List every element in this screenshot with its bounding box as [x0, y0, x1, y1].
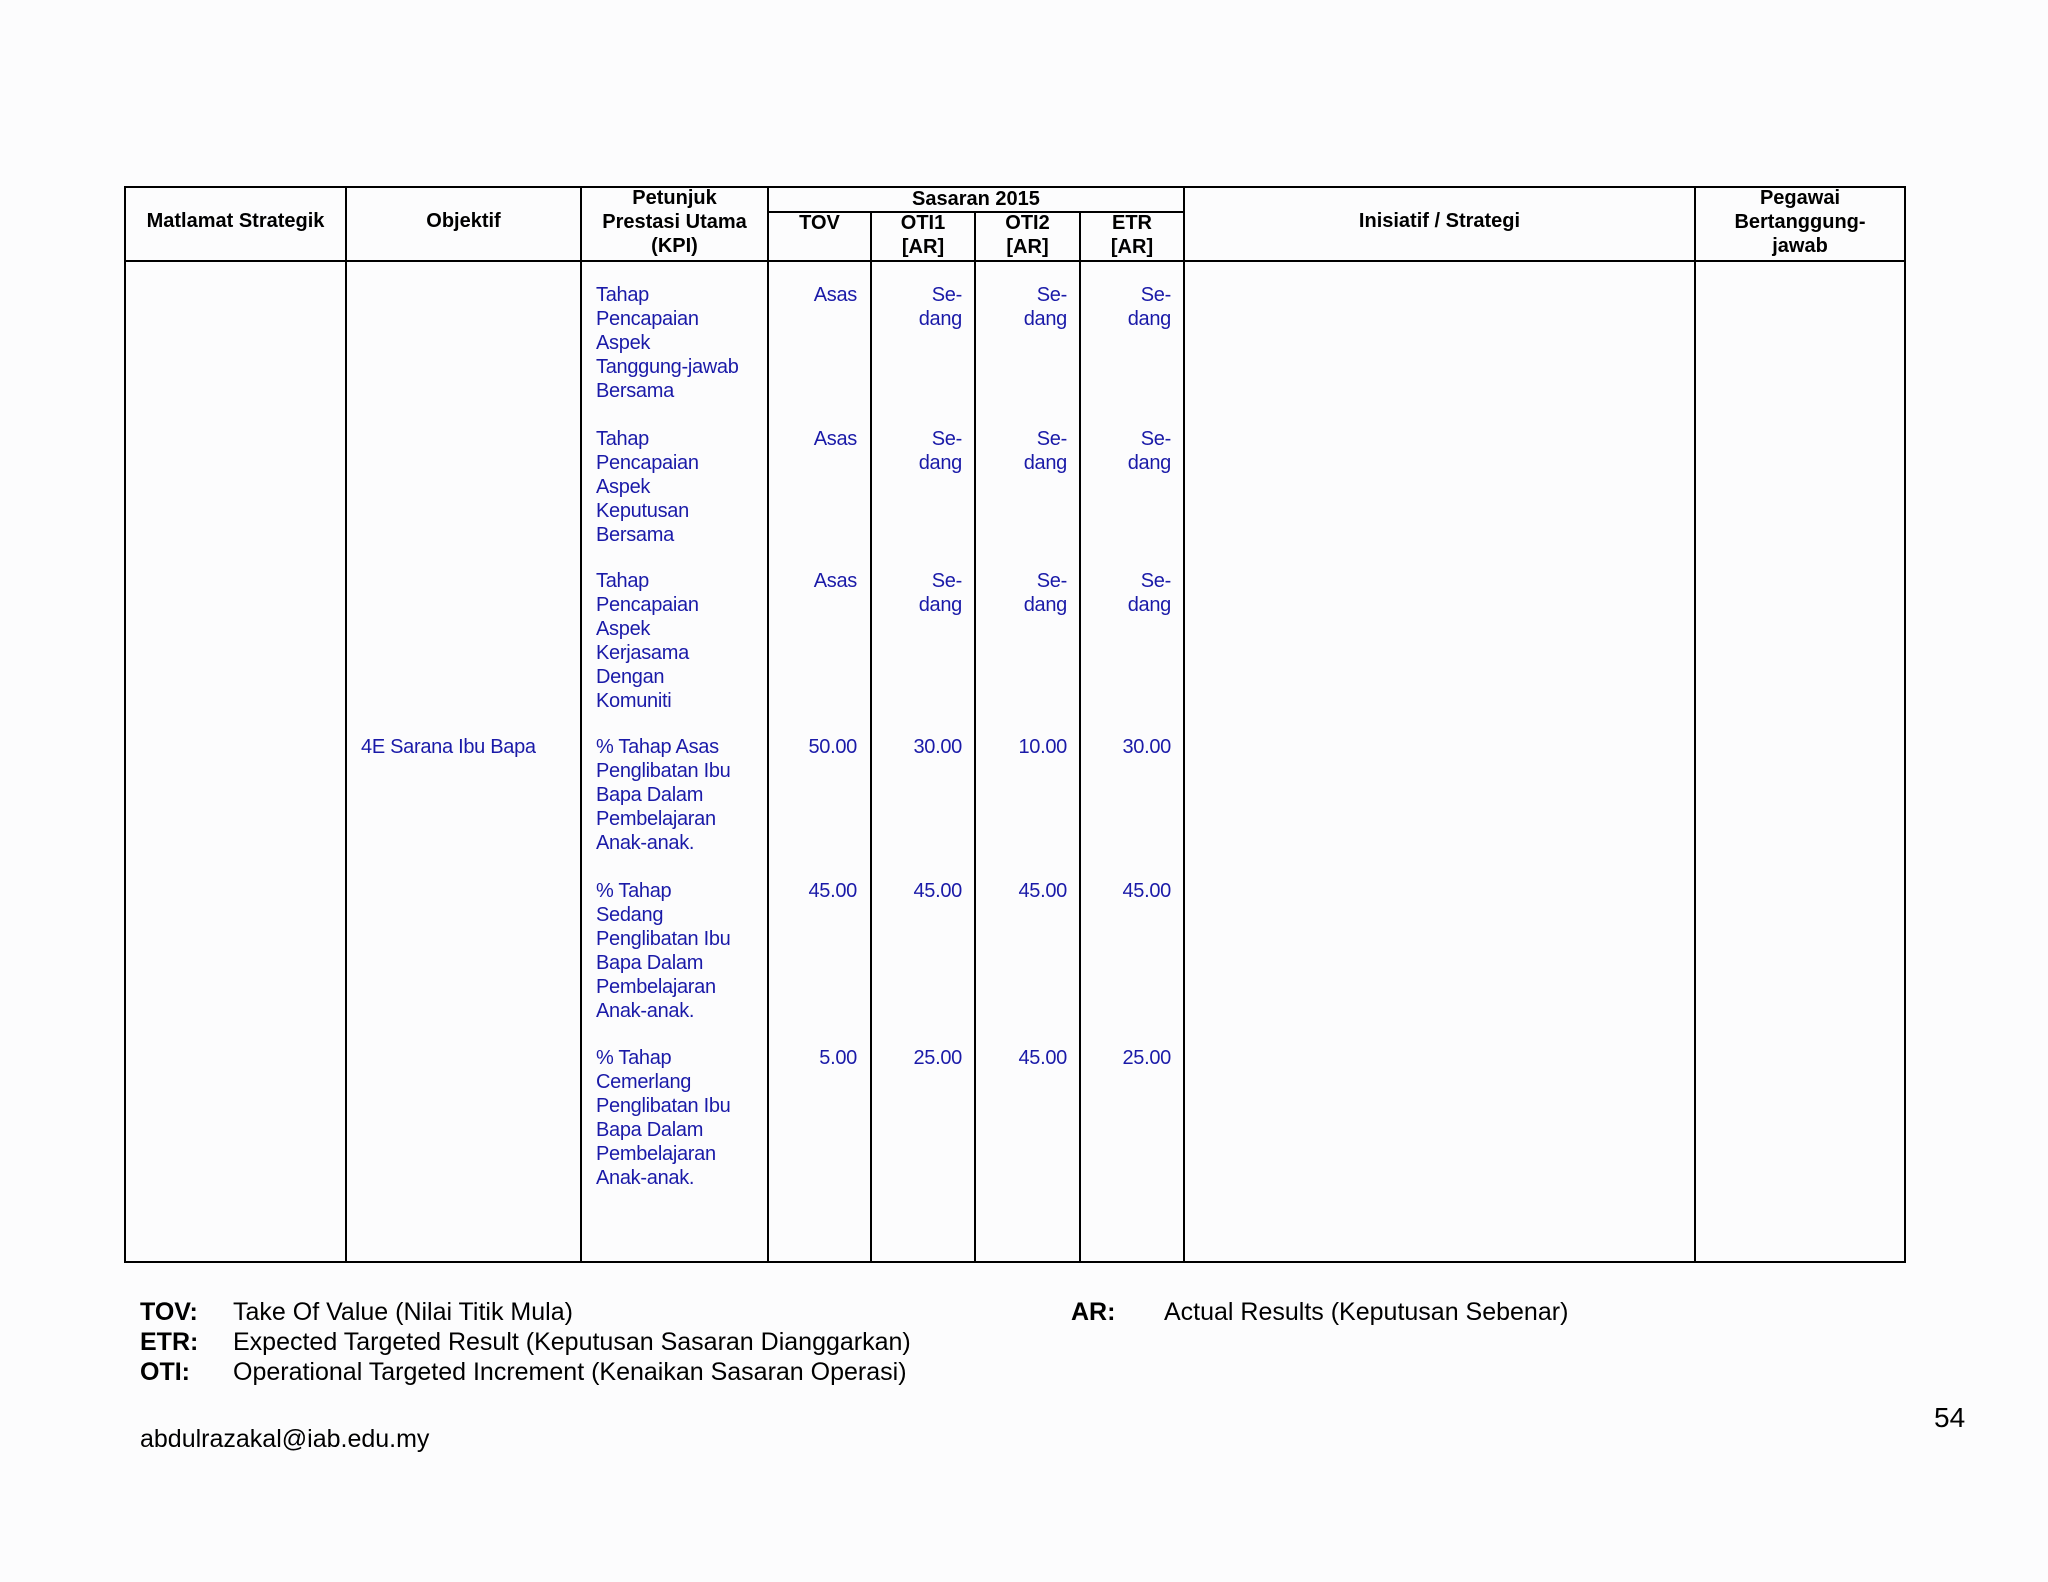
- tov-cell: 5.00: [819, 1047, 857, 1069]
- header-etr: ETR [AR]: [1110, 212, 1154, 258]
- kpi-cell: Tahap Pencapaian Aspek Keputusan Bersama: [596, 428, 699, 546]
- kpi-cell: % Tahap Cemerlang Penglibatan Ibu Bapa Dalam Pembelajaran Anak-anak.: [596, 1047, 731, 1189]
- etr-cell: 30.00: [1122, 736, 1171, 758]
- oti1-cell: 25.00: [913, 1047, 962, 1069]
- header-oti1: OTI1 [AR]: [900, 212, 946, 258]
- oti1-cell: Se- dang: [918, 284, 962, 330]
- etr-cell: Se- dang: [1127, 570, 1171, 616]
- oti2-cell: Se- dang: [1023, 570, 1067, 616]
- kpi-cell: Tahap Pencapaian Aspek Kerjasama Dengan Komuniti: [596, 570, 699, 712]
- etr-cell: Se- dang: [1127, 284, 1171, 330]
- header-inisiatif-strategi: Inisiatif / Strategi: [1358, 210, 1521, 232]
- oti2-cell: 45.00: [1018, 1047, 1067, 1069]
- oti2-cell: 45.00: [1018, 880, 1067, 902]
- kpi-cell: % Tahap Sedang Penglibatan Ibu Bapa Dalam Pembelajaran Anak-anak.: [596, 880, 731, 1022]
- header-tov: TOV: [799, 212, 840, 234]
- tov-cell: Asas: [813, 570, 857, 592]
- oti2-cell: 10.00: [1018, 736, 1067, 758]
- header-kpi: Petunjuk Prestasi Utama (KPI): [602, 187, 747, 257]
- tov-cell: Asas: [813, 428, 857, 450]
- oti1-cell: Se- dang: [918, 570, 962, 616]
- oti1-cell: Se- dang: [918, 428, 962, 474]
- header-oti2: OTI2 [AR]: [1005, 212, 1050, 258]
- oti2-cell: Se- dang: [1023, 284, 1067, 330]
- footer-email: abdulrazakal@iab.edu.my: [140, 1425, 430, 1453]
- tov-cell: 50.00: [808, 736, 857, 758]
- objektif-cell: 4E Sarana Ibu Bapa: [361, 736, 536, 758]
- legend-etr-value: Expected Targeted Result (Keputusan Sasaran Dianggarkan): [233, 1328, 911, 1356]
- legend-tov-key: TOV:: [140, 1298, 198, 1326]
- etr-cell: 45.00: [1122, 880, 1171, 902]
- kpi-cell: % Tahap Asas Penglibatan Ibu Bapa Dalam Pembelajaran Anak-anak.: [596, 736, 731, 854]
- etr-cell: 25.00: [1122, 1047, 1171, 1069]
- tov-cell: Asas: [813, 284, 857, 306]
- header-objektif: Objektif: [426, 210, 501, 232]
- header-pegawai: Pegawai Bertanggung- jawab: [1734, 187, 1866, 257]
- legend-etr-key: ETR:: [140, 1328, 199, 1356]
- tov-cell: 45.00: [808, 880, 857, 902]
- oti2-cell: Se- dang: [1023, 428, 1067, 474]
- oti1-cell: 45.00: [913, 880, 962, 902]
- header-matlamat-strategik: Matlamat Strategik: [146, 210, 325, 232]
- legend-ar-key: AR:: [1071, 1298, 1116, 1326]
- legend-oti-value: Operational Targeted Increment (Kenaikan Sasaran Operasi): [233, 1358, 907, 1386]
- legend-ar-value: Actual Results (Keputusan Sebenar): [1164, 1298, 1569, 1326]
- header-sasaran-2015: Sasaran 2015: [912, 188, 1040, 210]
- etr-cell: Se- dang: [1127, 428, 1171, 474]
- page-number: 54: [1934, 1402, 1966, 1433]
- oti1-cell: 30.00: [913, 736, 962, 758]
- legend-tov-value: Take Of Value (Nilai Titik Mula): [233, 1298, 573, 1326]
- legend-oti-key: OTI:: [140, 1358, 190, 1386]
- kpi-cell: Tahap Pencapaian Aspek Tanggung-jawab Bersama: [596, 284, 739, 402]
